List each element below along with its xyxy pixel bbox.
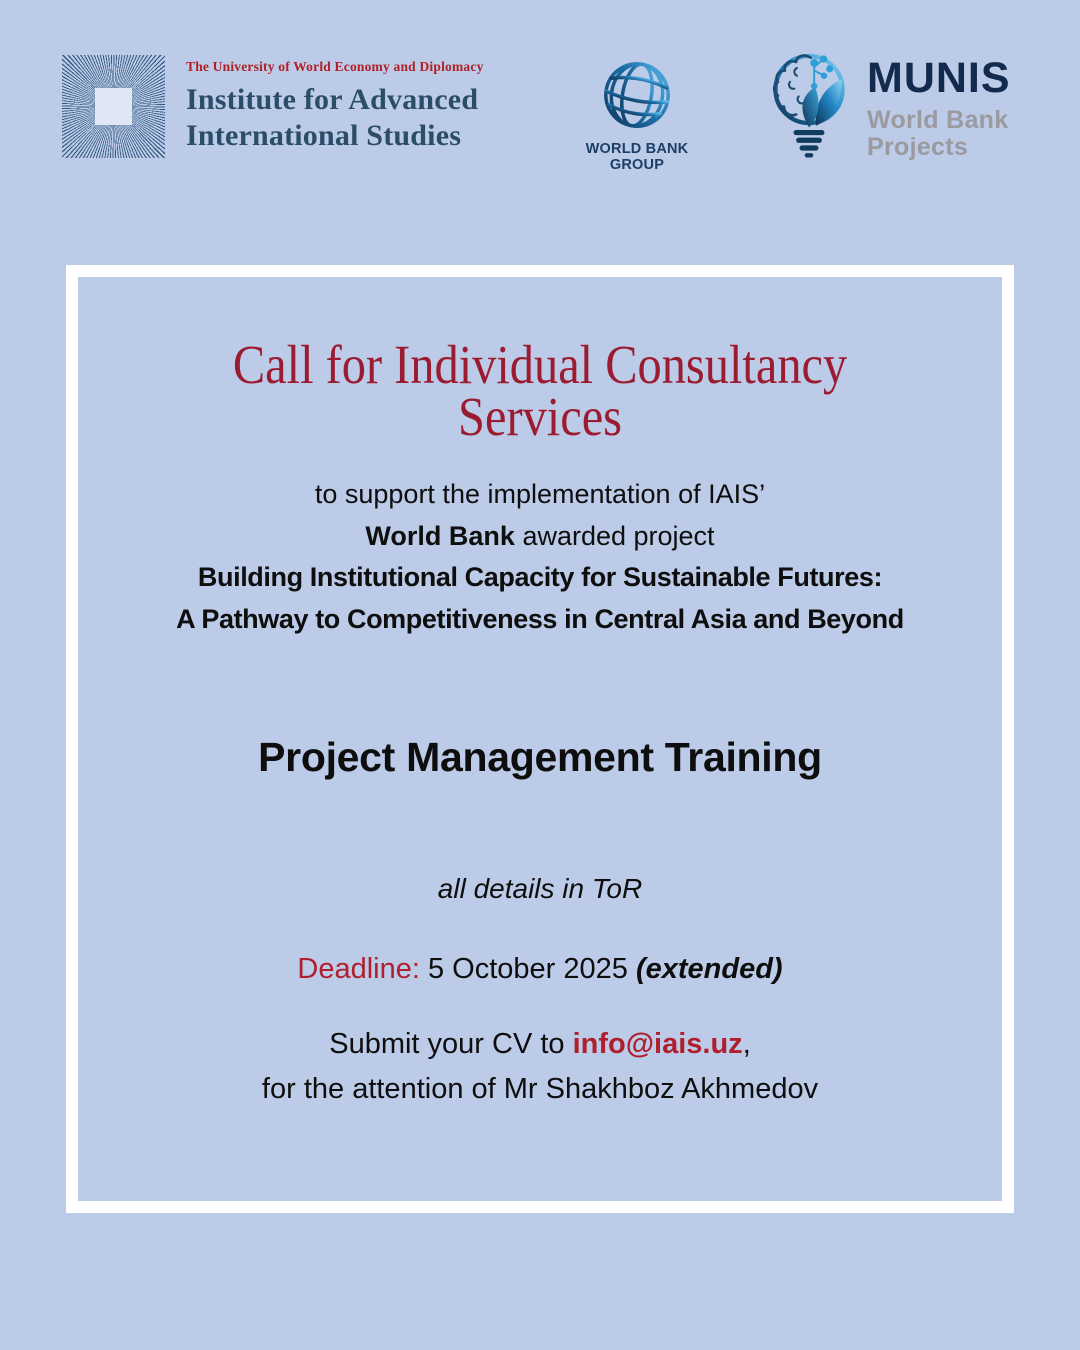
munis-bulb-icon	[766, 48, 852, 162]
munis-logo	[766, 48, 1011, 162]
worldbank-globe-icon	[599, 57, 675, 133]
iais-name-line1: Institute for Advanced	[186, 83, 479, 116]
attention-line: for the attention of Mr Shakhboz Akhmedov	[261, 1073, 819, 1105]
project-name-line1: Building Institutional Capacity for Sustainable Futures:	[197, 562, 883, 592]
submit-suffix: ,	[742, 1028, 751, 1060]
munis-subtitle	[867, 107, 1011, 161]
submit-line	[262, 1022, 818, 1067]
munis-subtitle-line1: World Bank	[867, 106, 1009, 134]
munis-name: MUNIS	[867, 54, 1011, 102]
munis-wordmark	[867, 48, 1011, 161]
worldbank-logo	[563, 57, 711, 173]
submit-block	[262, 1022, 818, 1112]
poster-title	[232, 334, 848, 447]
award-rest: awarded project	[514, 520, 715, 551]
intro-block	[176, 474, 904, 640]
iais-logo	[62, 55, 484, 158]
submit-prefix: Submit your CV to	[329, 1028, 573, 1060]
poster-title-line1: Call for Individual Consultancy	[232, 334, 848, 395]
project-name-line2: A Pathway to Competitiveness in Central Asia and Beyond	[176, 603, 904, 634]
worldbank-label: WORLD BANK GROUP	[585, 141, 689, 173]
iais-name-line2: International Studies	[186, 119, 462, 152]
poster-title-line2: Services	[458, 386, 622, 447]
iais-wordmark	[186, 55, 484, 158]
iais-tagline: The University of World Economy and Diplomacy	[186, 59, 484, 74]
deadline-extended: (extended)	[635, 953, 783, 985]
intro-line: to support the implementation of IAIS’	[314, 479, 766, 509]
details-note: all details in ToR	[437, 873, 643, 904]
submit-email: info@iais.uz	[572, 1028, 743, 1060]
award-bold: World Bank	[365, 520, 515, 551]
logo-bar	[0, 0, 1080, 210]
award-line	[176, 516, 904, 558]
poster-frame	[66, 265, 1014, 1213]
deadline-label: Deadline:	[297, 953, 420, 985]
iais-sunburst-emblem-icon	[62, 55, 165, 158]
program-title: Project Management Training	[258, 734, 822, 780]
iais-name	[186, 82, 484, 154]
deadline-line	[297, 953, 782, 986]
munis-subtitle-line2: Projects	[867, 133, 969, 161]
deadline-date: 5 October 2025	[419, 953, 636, 985]
